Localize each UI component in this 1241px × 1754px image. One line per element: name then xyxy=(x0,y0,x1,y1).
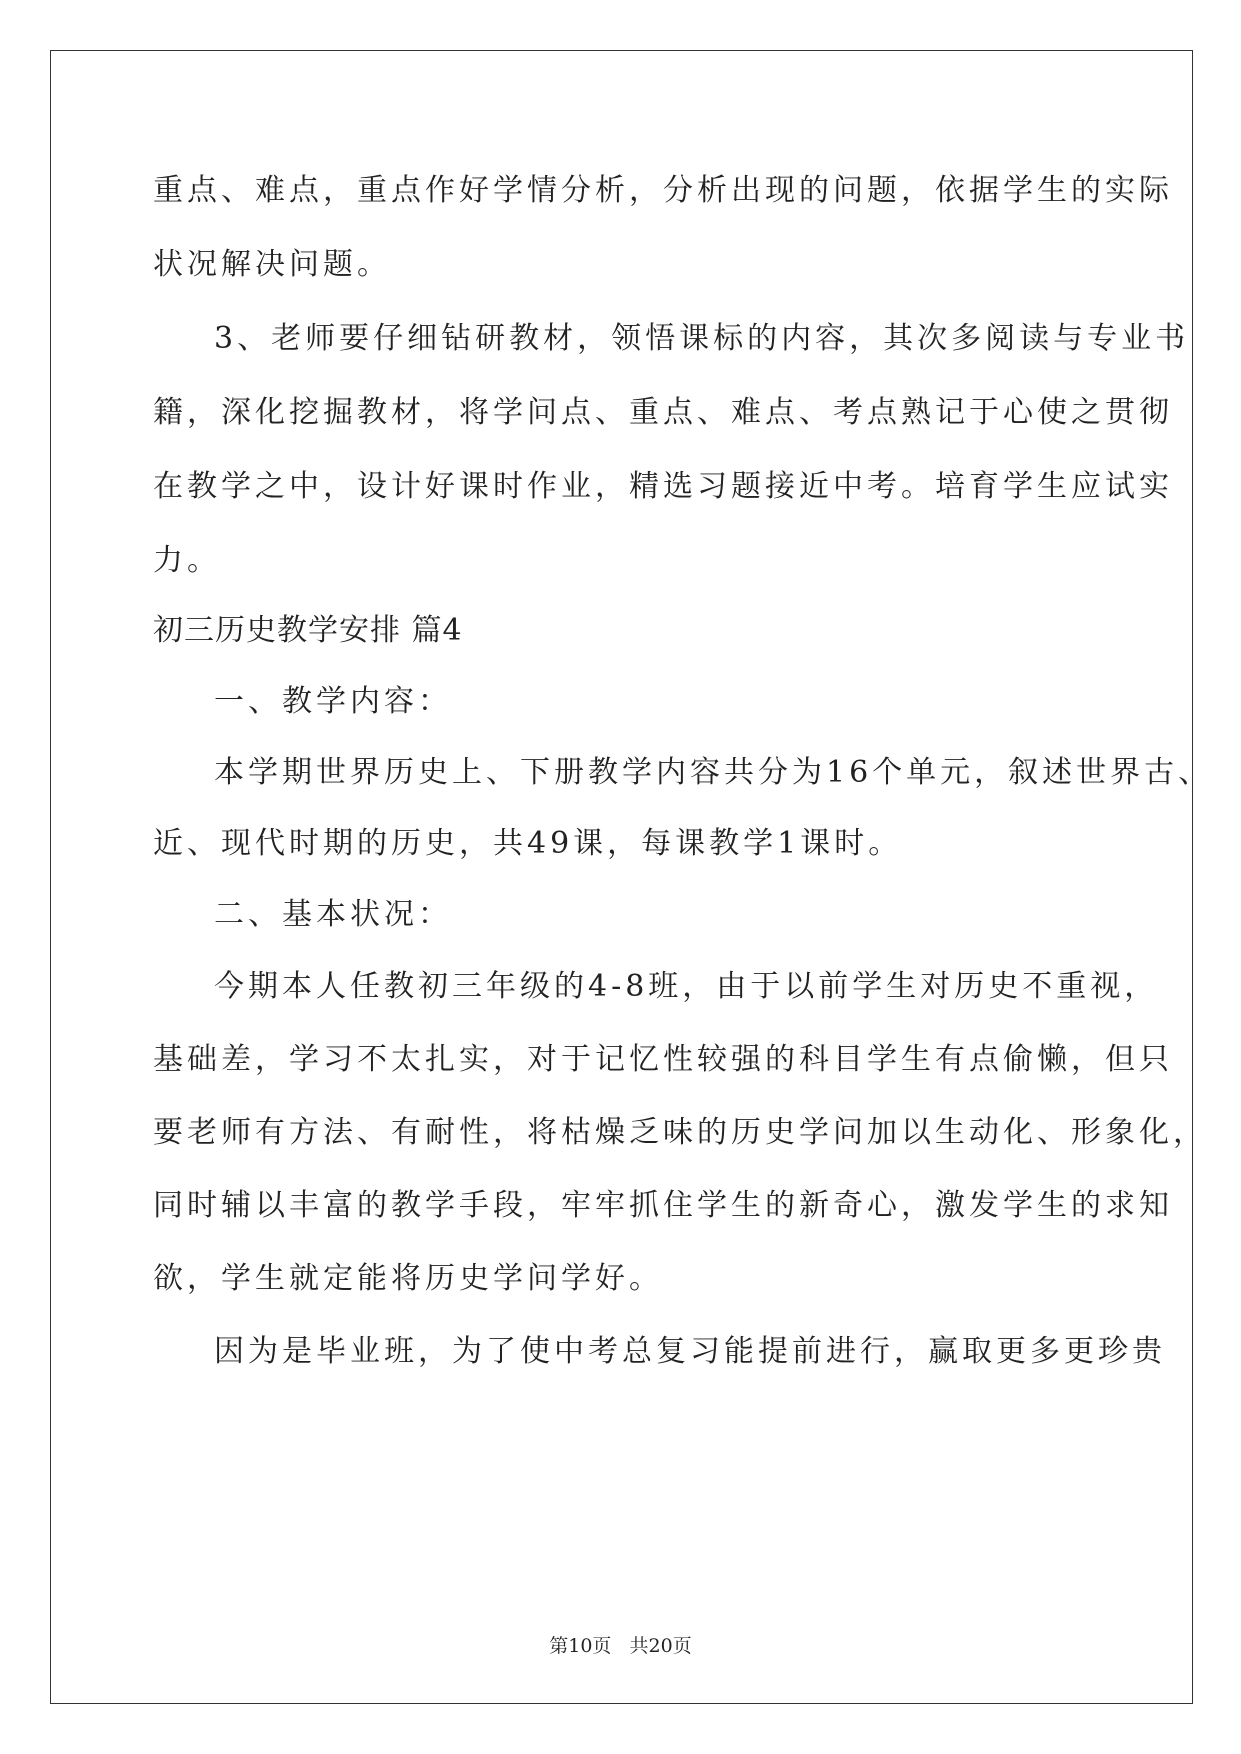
page-border xyxy=(50,50,1193,1704)
section-heading: 初三历史教学安排 篇4 xyxy=(153,613,463,648)
paragraph-line: 要老师有方法、有耐性，将枯燥乏味的历史学问加以生动化、形象化， xyxy=(153,1115,1207,1150)
paragraph-line: 重点、难点，重点作好学情分析，分析出现的问题，依据学生的实际 xyxy=(153,173,1173,208)
subheading-basic-situation: 二、基本状况： xyxy=(214,897,452,932)
page-footer: 第10页 共20页 xyxy=(549,1635,692,1657)
paragraph-line: 基础差，学习不太扎实，对于记忆性较强的科目学生有点偷懒，但只 xyxy=(153,1042,1173,1077)
paragraph-line: 近、现代时期的历史，共49课，每课教学1课时。 xyxy=(153,826,903,861)
paragraph-line: 3、老师要仔细钻研教材，领悟课标的内容，其次多阅读与专业书 xyxy=(214,321,1190,356)
paragraph-line: 今期本人任教初三年级的4-8班，由于以前学生对历史不重视， xyxy=(214,969,1159,1004)
paragraph-line: 力。 xyxy=(153,543,221,578)
paragraph-line: 因为是毕业班，为了使中考总复习能提前进行，赢取更多更珍贵 xyxy=(214,1334,1166,1369)
paragraph-line: 状况解决问题。 xyxy=(153,247,391,282)
paragraph-line: 在教学之中，设计好课时作业，精选习题接近中考。培育学生应试实 xyxy=(153,469,1173,504)
subheading-teaching-content: 一、教学内容： xyxy=(214,684,452,719)
paragraph-line: 同时辅以丰富的教学手段，牢牢抓住学生的新奇心，激发学生的求知 xyxy=(153,1188,1173,1223)
paragraph-line: 籍，深化挖掘教材，将学问点、重点、难点、考点熟记于心使之贯彻 xyxy=(153,395,1173,430)
paragraph-line: 本学期世界历史上、下册教学内容共分为16个单元，叙述世界古、 xyxy=(214,755,1213,790)
paragraph-line: 欲，学生就定能将历史学问学好。 xyxy=(153,1261,663,1296)
